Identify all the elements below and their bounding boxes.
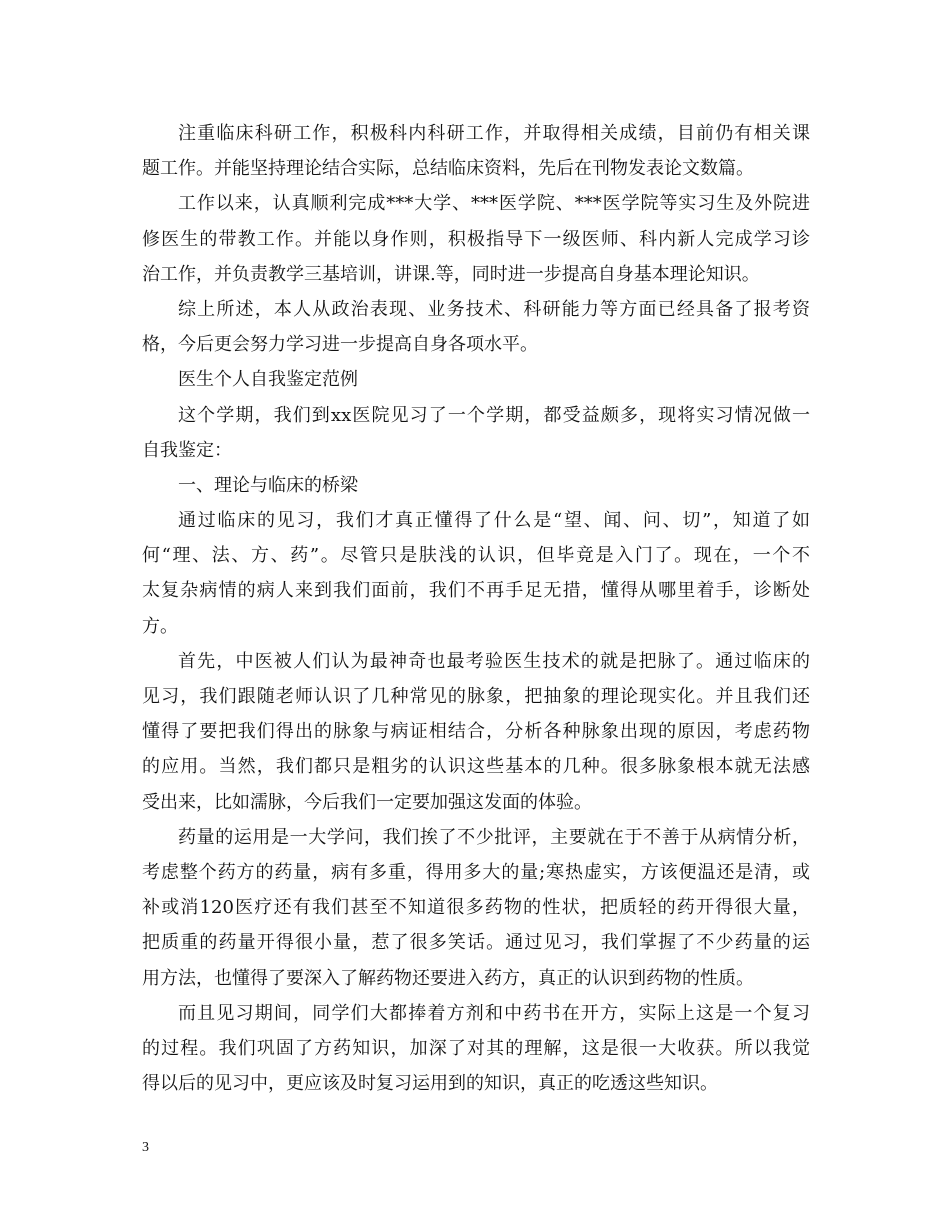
page-number: 3 [142,1140,149,1155]
text-line: 受出来，比如濡脉，今后我们一定要加强这发面的体验。 [142,791,592,813]
text-line: 修医生的带教工作。并能以身作则，积极指导下一级医师、科内新人完成学习诊 [142,228,810,250]
text-line: 考虑整个药方的药量，病有多重，得用多大的量;寒热虚实，方该便温还是清，或 [142,861,810,883]
text-line: 用方法，也懂得了要深入了解药物还要进入药方，真正的认识到药物的性质。 [142,967,754,989]
text-line: 一、理论与临床的桥梁 [178,474,358,496]
text-line: 太复杂病情的病人来到我们面前，我们不再手足无措，懂得从哪里着手，诊断处 [142,580,810,602]
text-line: 注重临床科研工作，积极科内科研工作，并取得相关成绩，目前仍有相关课 [178,123,810,144]
text-line: 治工作，并负责教学三基培训，讲课.等，同时进一步提高自身基本理论知识。 [142,263,760,285]
text-line: 自我鉴定： [142,439,232,461]
text-line: 而且见习期间，同学们大都捧着方剂和中药书在开方，实际上这是一个复习 [178,1002,810,1024]
text-line: 何“理、法、方、药”。尽管只是肤浅的认识，但毕竟是入门了。现在，一个不 [142,545,810,567]
text-line: 补或消120医疗还有我们甚至不知道很多药物的性状，把质轻的药开得很大量， [142,897,810,919]
text-line: 懂得了要把我们得出的脉象与病证相结合，分析各种脉象出现的原因，考虑药物 [142,721,810,743]
text-line: 药量的运用是一大学问，我们挨了不少批评，主要就在于不善于从病情分析， [178,826,810,848]
text-line: 的应用。当然，我们都只是粗劣的认识这些基本的几种。很多脉象根本就无法感 [142,756,810,778]
text-line: 得以后的见习中，更应该及时复习运用到的知识，真正的吃透这些知识。 [142,1073,718,1095]
text-line: 格，今后更会努力学习进一步提高自身各项水平。 [142,334,538,356]
text-line: 医生个人自我鉴定范例 [178,369,358,391]
text-line: 的过程。我们巩固了方药知识，加深了对其的理解，这是很一大收获。所以我觉 [142,1037,810,1059]
text-line: 题工作。并能坚持理论结合实际，总结临床资料，先后在刊物发表论文数篇。 [142,158,754,180]
text-line: 方。 [142,615,178,637]
text-line: 这个学期，我们到xx医院见习了一个学期，都受益颇多，现将实习情况做一 [178,404,810,426]
text-line: 综上所述，本人从政治表现、业务技术、科研能力等方面已经具备了报考资 [178,298,810,320]
text-line: 工作以来，认真顺利完成***大学、***医学院、***医学院等实习生及外院进 [178,193,810,215]
body-text [142,116,810,1101]
text-line: 把质重的药量开得很小量，惹了很多笑话。通过见习，我们掌握了不少药量的运 [142,932,810,954]
text-line: 首先，中医被人们认为最神奇也最考验医生技术的就是把脉了。通过临床的 [178,650,810,672]
text-line: 通过临床的见习，我们才真正懂得了什么是“望、闻、问、切”，知道了如 [178,510,810,532]
text-line: 见习，我们跟随老师认识了几种常见的脉象，把抽象的理论现实化。并且我们还 [142,686,810,707]
